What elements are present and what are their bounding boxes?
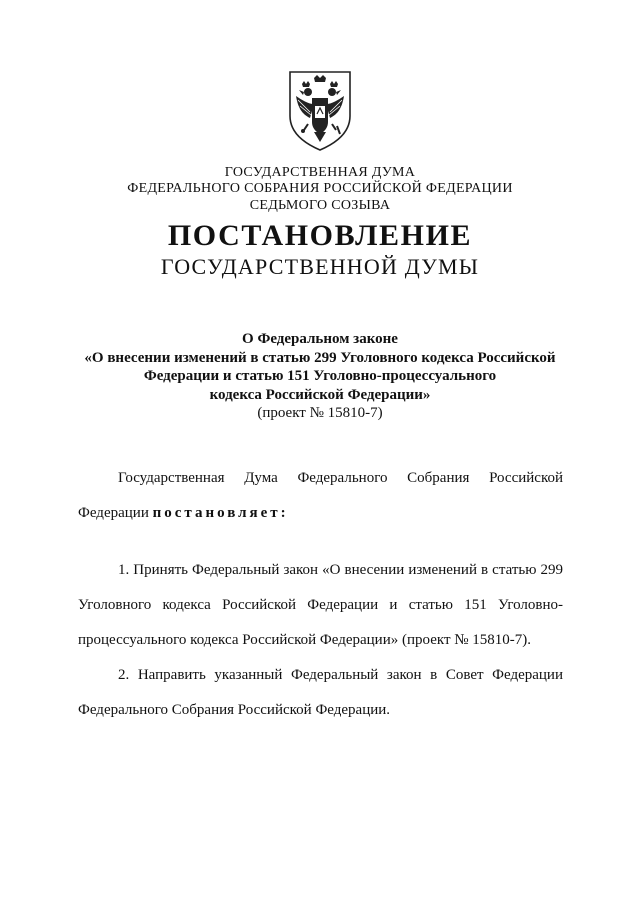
header-duma: ГОСУДАРСТВЕННАЯ ДУМА xyxy=(224,165,416,180)
subject-line: «О внесении изменений в статью 299 Уголовного кодекса Российской xyxy=(84,349,556,366)
document-subject xyxy=(60,330,580,423)
intro-word: Российской xyxy=(489,470,564,486)
item-1-line: Уголовного кодекса Российской Федерации и статью 151 Уголовно- xyxy=(78,597,563,613)
coat-of-arms-emblem xyxy=(284,68,356,152)
item-1-end xyxy=(78,630,563,650)
intro-paragraph-continued xyxy=(78,503,563,523)
double-headed-eagle-icon xyxy=(284,68,356,152)
intro-word: Государственная xyxy=(118,470,225,486)
document-type-subtitle: ГОСУДАРСТВЕННОЙ ДУМЫ xyxy=(160,254,480,279)
item-1-continued xyxy=(78,595,563,615)
header-federal-assembly: ФЕДЕРАЛЬНОГО СОБРАНИЯ РОССИЙСКОЙ ФЕДЕРАЦИИ xyxy=(127,181,513,196)
intro-word: Дума xyxy=(244,470,278,486)
intro-text: Федерации xyxy=(78,505,153,521)
intro-line xyxy=(118,468,563,488)
item-1-line: процессуального кодекса Российской Федерации» (проект № 15810-7). xyxy=(78,632,532,648)
bill-number: (проект № 15810-7) xyxy=(257,405,383,421)
intro-word: Собрания xyxy=(407,470,470,486)
subject-line: кодекса Российской Федерации» xyxy=(209,386,431,403)
item-2-line: Федерального Собрания Российской Федерации. xyxy=(78,702,391,718)
item-2-line: 2. Направить указанный Федеральный закон в Совет Федерации xyxy=(118,667,563,683)
intro-line xyxy=(78,503,563,523)
item-2-end xyxy=(78,700,563,720)
item-2 xyxy=(78,665,563,685)
subject-line: О Федеральном законе xyxy=(242,331,398,347)
intro-word: Федерального xyxy=(297,470,388,486)
item-1-line: 1. Принять Федеральный закон «О внесении изменений в статью 299 xyxy=(118,562,563,578)
item-1 xyxy=(78,560,563,580)
document-type-title: ПОСТАНОВЛЕНИЕ xyxy=(167,219,473,252)
intro-paragraph xyxy=(78,468,563,488)
subject-line: Федерации и статью 151 Уголовно-процессуального xyxy=(143,368,497,384)
resolves-word: постановляет: xyxy=(152,505,289,521)
header-convocation: СЕДЬМОГО СОЗЫВА xyxy=(249,198,391,213)
